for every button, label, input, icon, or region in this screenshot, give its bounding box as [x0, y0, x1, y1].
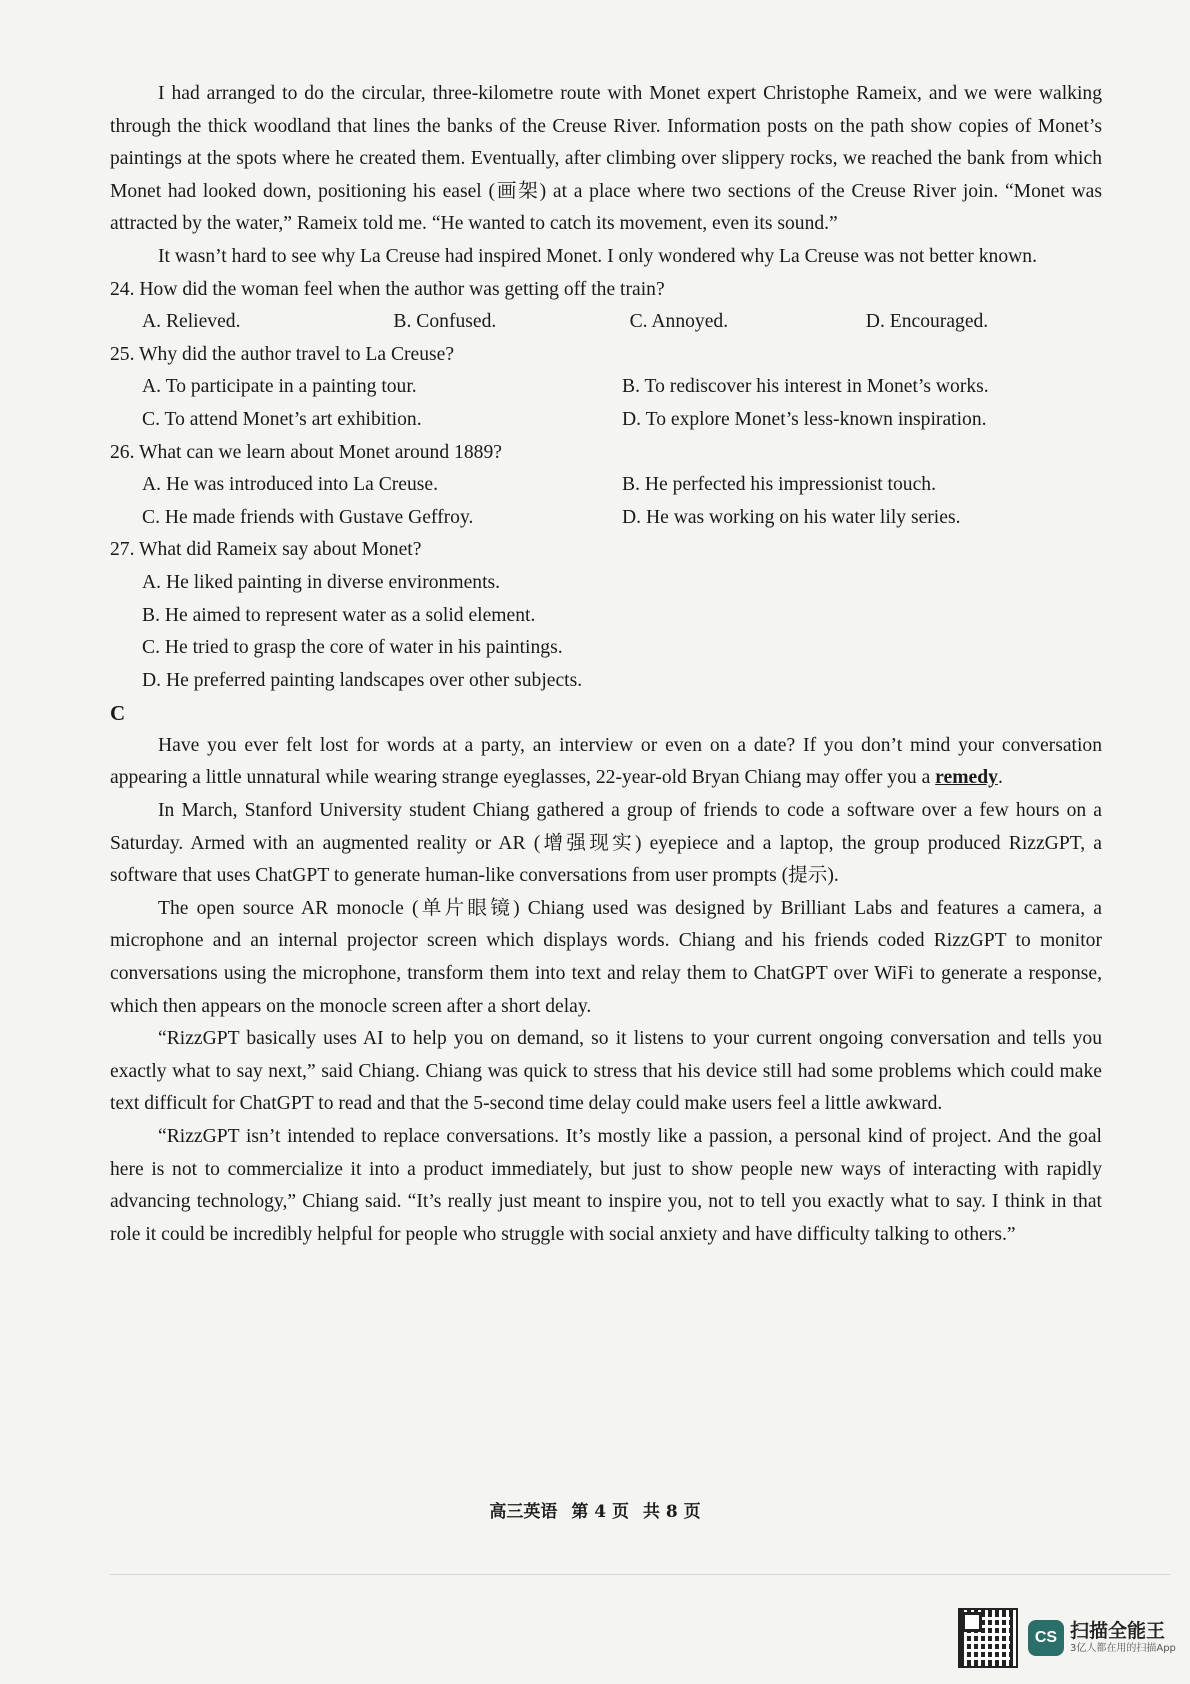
question-stem: 25. Why did the author travel to La Creuse? [110, 343, 455, 365]
passage-paragraph: “RizzGPT isn’t intended to replace conversations. It’s mostly like a passion, a personal kind of project. And the goal here is not to commercialize it into a product immediately, but just to show people new ways of interacting with rapidly advancing technology,” Chiang said. “It’s really just meant to inspire you, not to tell you exactly what to say. I think in that role it could be incredibly helpful for people who struggle with social anxiety and have difficulty talking to others.” [110, 1126, 1102, 1245]
exam-page [110, 78, 1102, 1251]
passage-paragraph: “RizzGPT basically uses AI to help you on demand, so it listens to your current ongoing conversation and tells you exactly what to say next,” said Chiang. Chiang was quick to stress that his device still had some problems which could make text difficult for ChatGPT to read and that the 5-second time delay could make users feel a little awkward. [110, 1028, 1102, 1115]
option-a: A. Relieved. [142, 311, 241, 333]
option-c: C. Annoyed. [629, 311, 729, 333]
option-d: D. He preferred painting landscapes over other subjects. [142, 669, 583, 691]
option-b: B. Confused. [393, 311, 497, 333]
passage-paragraph: The open source AR monocle (单片眼镜) Chiang used was designed by Brilliant Labs and features a camera, a microphone and an internal projector screen which displays words. Chiang and his friends coded RizzGPT to monitor conversations using the microphone, transform them into text and relay them to ChatGPT over WiFi to generate a response, which then appears on the monocle screen after a short delay. [110, 897, 1102, 1017]
underlined-keyword: remedy [935, 767, 998, 789]
scanner-watermark [958, 1604, 1176, 1672]
bottom-divider [110, 1574, 1170, 1575]
option-d: D. He was working on his water lily series. [622, 506, 961, 528]
option-a: A. He was introduced into La Creuse. [142, 474, 439, 496]
footer-total-pages: 共 8 页 [642, 1502, 701, 1522]
option-d: D. Encouraged. [865, 311, 989, 333]
question-stem: 26. What can we learn about Monet around 1889? [110, 441, 502, 463]
option-d: D. To explore Monet’s less-known inspiration. [622, 408, 987, 430]
option-b: B. He perfected his impressionist touch. [622, 474, 936, 496]
question-options [110, 469, 1102, 502]
option-b: B. He aimed to represent water as a solid element. [142, 604, 536, 626]
scanner-title: 扫描全能王 [1070, 1620, 1166, 1642]
question-stem: 24. How did the woman feel when the author was getting off the train? [110, 278, 665, 300]
footer-page-number: 第 4 页 [571, 1502, 629, 1522]
option-c: C. He tried to grasp the core of water in his paintings. [142, 637, 563, 659]
qr-code-icon [958, 1608, 1018, 1668]
passage-paragraph: In March, Stanford University student Chiang gathered a group of friends to code a software over a few hours on a Saturday. Armed with an augmented reality or AR (增强现实) eyepiece and a laptop, the group produced RizzGPT, a software that uses ChatGPT to generate human-like conversations from user prompts (提示). [110, 800, 1102, 887]
option-a: A. To participate in a painting tour. [142, 376, 417, 398]
footer-subject: 高三英语 [489, 1502, 558, 1522]
scanner-subtitle: 3亿人都在用的扫描App [1070, 1643, 1176, 1654]
question-stem: 27. What did Rameix say about Monet? [110, 539, 422, 561]
paragraph-text: Have you ever felt lost for words at a party, an interview or even on a date? If you don’t mind your conversation appearing a little unnatural while wearing strange eyeglasses, 22-year-old Bryan Chiang may offer you a [110, 734, 1102, 789]
scanner-text [1070, 1620, 1176, 1656]
option-c: C. To attend Monet’s art exhibition. [142, 408, 422, 430]
question-options [110, 371, 1102, 404]
passage-paragraph: I had arranged to do the circular, three-kilometre route with Monet expert Christophe Rameix, and we were walking through the thick woodland that lines the banks of the Creuse River. Information posts on the path show copies of Monet’s paintings at the spots where he created them. Eventually, after climbing over slippery rocks, we reached the bank from which Monet had looked down, positioning his easel (画架) at a place where two sections of the Creuse River join. “Monet was attracted by the water,” Rameix told me. “He wanted to catch its movement, even its sound.” [110, 83, 1102, 235]
camscanner-logo-icon: CS [1028, 1620, 1064, 1656]
passage-paragraph [110, 730, 1102, 795]
option-a: A. He liked painting in diverse environments. [142, 571, 501, 593]
page-footer [0, 1497, 1190, 1522]
paragraph-text: . [997, 767, 1003, 789]
question-options [110, 404, 1102, 437]
option-c: C. He made friends with Gustave Geffroy. [142, 506, 474, 528]
question-options [110, 306, 1102, 339]
passage-paragraph: It wasn’t hard to see why La Creuse had inspired Monet. I only wondered why La Creuse was not better known. [158, 245, 1037, 267]
section-heading: C [110, 701, 126, 726]
question-options [110, 502, 1102, 535]
option-b: B. To rediscover his interest in Monet’s works. [622, 376, 989, 398]
